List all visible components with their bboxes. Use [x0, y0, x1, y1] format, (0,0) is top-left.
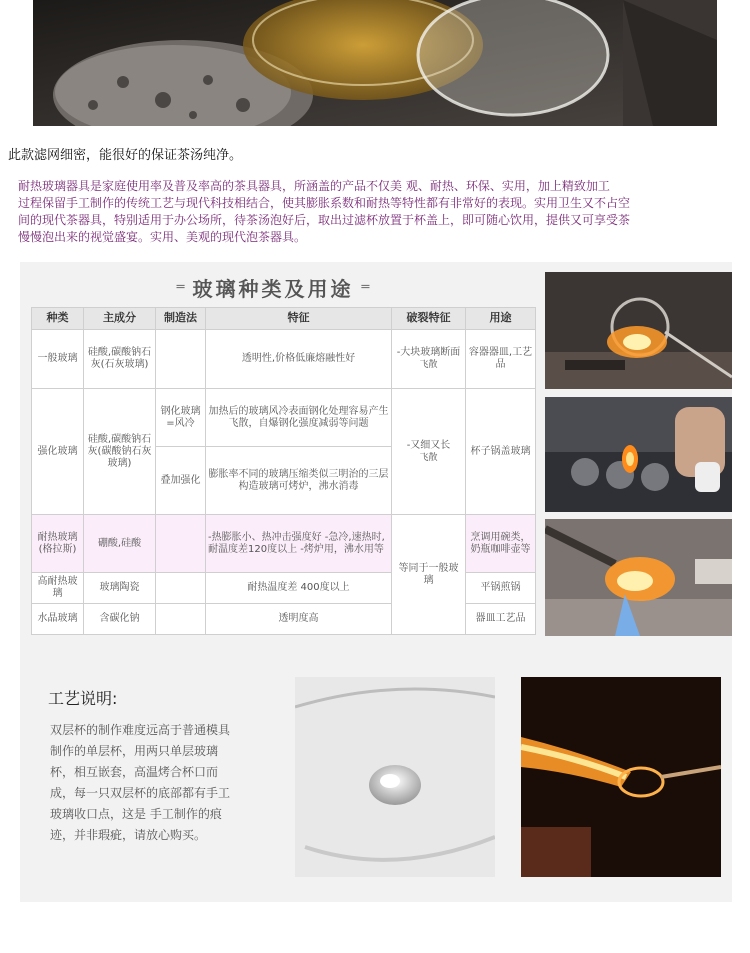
use-cell: 容器器皿,工艺品 [466, 329, 536, 389]
composition-cell: 硅酸,碳酸钠石灰(石灰玻璃) [84, 329, 156, 389]
glass-blowing-photo [545, 272, 732, 389]
use-cell: 器皿工艺品 [466, 604, 536, 635]
method-cell [156, 604, 206, 635]
header-cell: 制造法 [156, 308, 206, 330]
table-row [32, 389, 536, 447]
composition-cell: 硅酸,碳酸钠石灰(碳酸钠石灰玻璃) [84, 389, 156, 515]
table-row [32, 515, 536, 573]
title-decoration: ═ [361, 279, 370, 295]
intro-line: 间的现代茶器具，特别适用于办公场所，待茶汤泡好后，取出过滤杯放置于杯盖上，即可随心饮用，提供又可享受茶 [18, 213, 631, 227]
method-cell: 钢化玻璃=风冷 [156, 389, 206, 447]
break-sub-text: 飞散 [419, 360, 438, 371]
kind-cell: 一般玻璃 [32, 329, 84, 389]
craft-line: 制作的单层杯，用两只单层玻璃 [50, 744, 219, 758]
glass-table-title-text: 玻璃种类及用途 [192, 276, 354, 301]
torch-flame-photo [545, 519, 732, 636]
break-cell [392, 389, 466, 515]
composition-cell: 玻璃陶瓷 [84, 573, 156, 604]
kind-cell: 耐热玻璃(格拉斯) [32, 515, 84, 573]
craft-line: 双层杯的制作难度远高于普通模具 [50, 723, 231, 737]
method-cell [156, 329, 206, 389]
header-cell: 用途 [466, 308, 536, 330]
kind-cell: 强化玻璃 [32, 389, 84, 515]
craft-description [50, 720, 252, 846]
feature-cell: -热膨胀小、热冲击强度好 -急冷,速热时,耐温度差120度以上 -烤炉用，沸水用等 [206, 515, 392, 573]
intro-paragraph [18, 178, 730, 246]
table-row [32, 329, 536, 389]
header-cell: 破裂特征 [392, 308, 466, 330]
intro-line: 耐热玻璃器具是家庭使用率及普及率高的茶具器具，所涵盖的产品不仅美 观、耐热、环保、实用，加上精致加工 [18, 179, 610, 193]
intro-line: 过程保留手工制作的传统工艺与现代科技相结合，使其膨胀系数和耐热等特性都有非常好的表现。实用卫生又不占空 [18, 196, 631, 210]
feature-cell: 加热后的玻璃风冷表面钢化处理容易产生飞散，自爆钢化强度减弱等问题 [206, 389, 392, 447]
composition-cell: 硼酸,硅酸 [84, 515, 156, 573]
use-cell: 平锅煎锅 [466, 573, 536, 604]
glass-machine-photo [545, 397, 732, 512]
method-cell [156, 515, 206, 573]
title-decoration: ═ [176, 279, 185, 295]
composition-cell: 含碳化钠 [84, 604, 156, 635]
feature-cell: 透明度高 [206, 604, 392, 635]
break-cell: 等同于一般玻璃 [392, 515, 466, 635]
kind-cell: 高耐热玻璃 [32, 573, 84, 604]
feature-cell: 耐热温度差 400度以上 [206, 573, 392, 604]
header-cell: 主成分 [84, 308, 156, 330]
filter-caption: 此款滤网细密，能很好的保证茶汤纯净。 [8, 148, 243, 163]
glass-table-title [148, 272, 398, 302]
feature-cell: 膨胀率不同的玻璃压缩类似三明治的三层构造玻璃可烤炉，沸水消毒 [206, 447, 392, 515]
break-sub-text: 飞散 [419, 452, 438, 463]
use-cell: 烹调用碗类，奶瓶咖啡壶等 [466, 515, 536, 573]
craft-line: 成，每一只双层杯的底部都有手工 [50, 786, 231, 800]
header-cell: 特征 [206, 308, 392, 330]
craft-line: 迹，并非瑕疵，请放心购买。 [50, 828, 207, 842]
table-header-row [32, 308, 536, 330]
craft-line: 玻璃收口点，这是 手工制作的痕 [50, 807, 222, 821]
method-cell: 叠加强化 [156, 447, 206, 515]
craft-line: 杯，相互嵌套，高温烤合杯口而 [50, 765, 219, 779]
intro-line: 慢慢泡出来的视觉盛宴。实用、美观的现代泡茶器具。 [18, 230, 307, 244]
hero-product-photo [33, 0, 717, 126]
method-cell [156, 573, 206, 604]
feature-cell: 透明性,价格低廉熔融性好 [206, 329, 392, 389]
header-cell: 种类 [32, 308, 84, 330]
glass-types-table [31, 307, 536, 635]
break-cell [392, 329, 466, 389]
craft-title: 工艺说明: [48, 689, 118, 708]
glass-torch-photo [521, 677, 721, 877]
kind-cell: 水晶玻璃 [32, 604, 84, 635]
use-cell: 杯子锅盖玻璃 [466, 389, 536, 515]
break-text: -又细又长 [406, 439, 451, 451]
glass-bottom-closeup-photo [295, 677, 495, 877]
break-text: -大块玻璃断面 [396, 347, 461, 359]
